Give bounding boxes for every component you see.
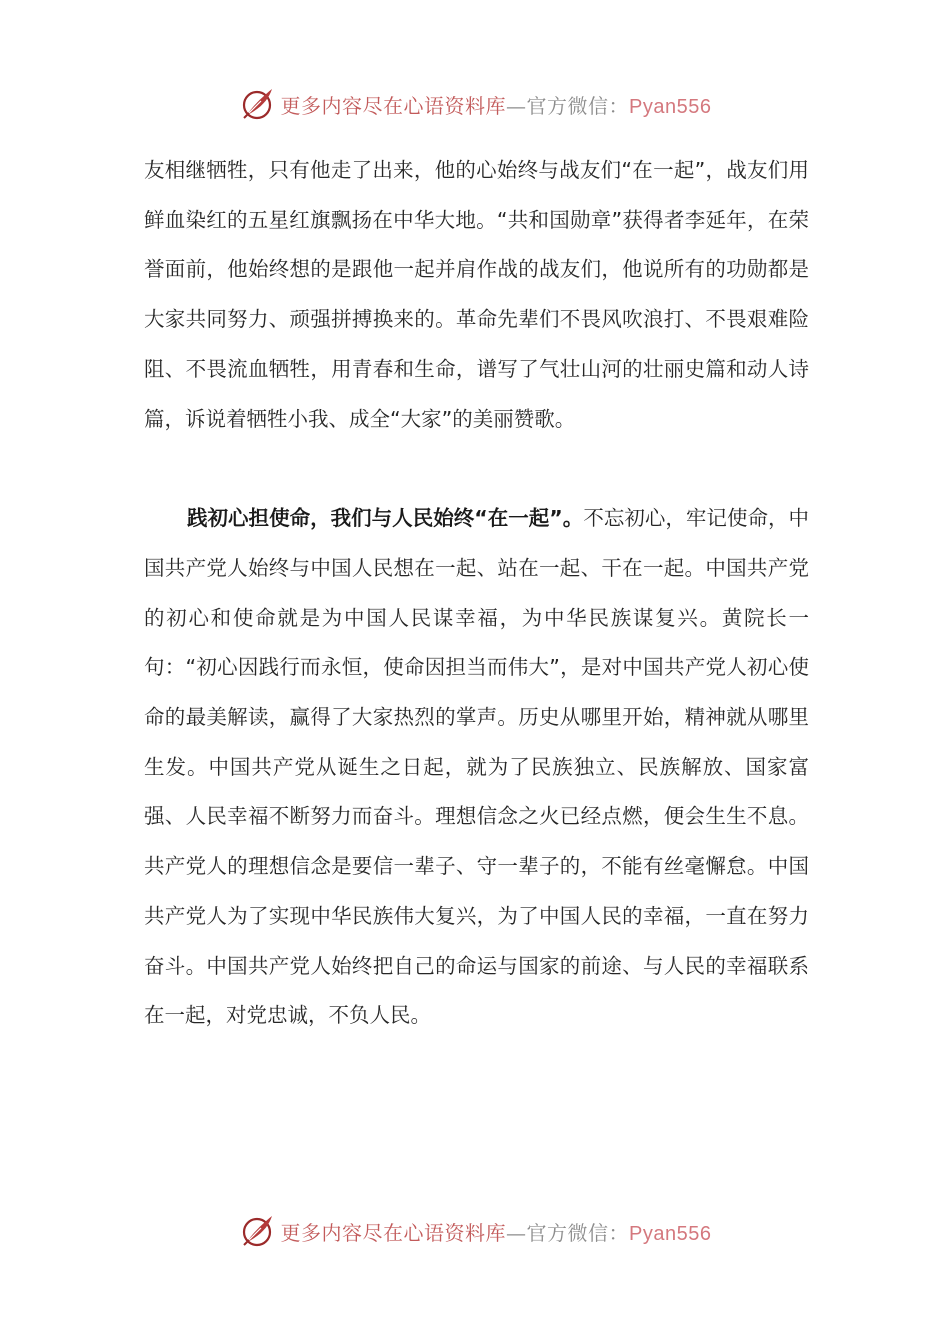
paragraph-2-rest: 不忘初心，牢记使命，中国共产党人始终与中国人民想在一起、站在一起、干在一起。中国共产党的初心和使命就是为中国人民谋幸福，为中华民族谋复兴。黄院长一句：“初心因践行而永恒，使命因担当而伟大”，是对中国共产党人初心使命的最美解读，赢得了大家热烈的掌声。历史从哪里开始，精神就从哪里生发。中国共产党从诞生之日起，就为了民族独立、民族解放、国家富强、人民幸福不断努力而奋斗。理想信念之火已经点燃，便会生生不息。共产党人的理想信念是要信一辈子、守一辈子的，不能有丝毫懈怠。中国共产党人为了实现中华民族伟大复兴，为了中国人民的幸福，一直在努力奋斗。中国共产党人始终把自己的命运与国家的前途、与人民的幸福联系在一起，对党忠诚，不负人民。 xyxy=(144,506,809,1028)
watermark-site-label: 更多内容尽在心语资料库 xyxy=(280,93,507,118)
watermark-wechat-label: 官方微信： xyxy=(526,1220,630,1245)
paragraph-2-lead: 践初心担使命，我们与人民始终“在一起”。 xyxy=(187,506,584,531)
paragraph-2 xyxy=(144,494,809,1041)
header-watermark xyxy=(0,82,950,126)
watermark-separator: — xyxy=(506,93,527,118)
quill-logo-icon xyxy=(239,86,275,122)
watermark-separator: — xyxy=(506,1220,527,1245)
watermark-site-label: 更多内容尽在心语资料库 xyxy=(280,1220,507,1245)
watermark-wechat-label: 官方微信： xyxy=(526,93,630,118)
paragraph-1: 友相继牺牲，只有他走了出来，他的心始终与战友们“在一起”，战友们用鲜血染红的五星红旗飘扬在中华大地。“共和国勋章”获得者李延年，在荣誉面前，他始终想的是跟他一起并肩作战的战友们，他说所有的功勋都是大家共同努力、顽强拼搏换来的。革命先辈们不畏风吹浪打、不畏艰难险阻、不畏流血牺牲，用青春和生命，谱写了气壮山河的壮丽史篇和动人诗篇，诉说着牺牲小我、成全“大家”的美丽赞歌。 xyxy=(144,158,809,431)
watermark-wechat-id: Pyan556 xyxy=(629,1222,712,1245)
watermark-text xyxy=(281,1217,712,1246)
watermark-wechat-id: Pyan556 xyxy=(629,95,712,118)
quill-logo-icon xyxy=(239,1213,275,1249)
footer-watermark xyxy=(0,1209,950,1253)
watermark-text xyxy=(281,90,712,119)
document-body xyxy=(144,146,809,1041)
